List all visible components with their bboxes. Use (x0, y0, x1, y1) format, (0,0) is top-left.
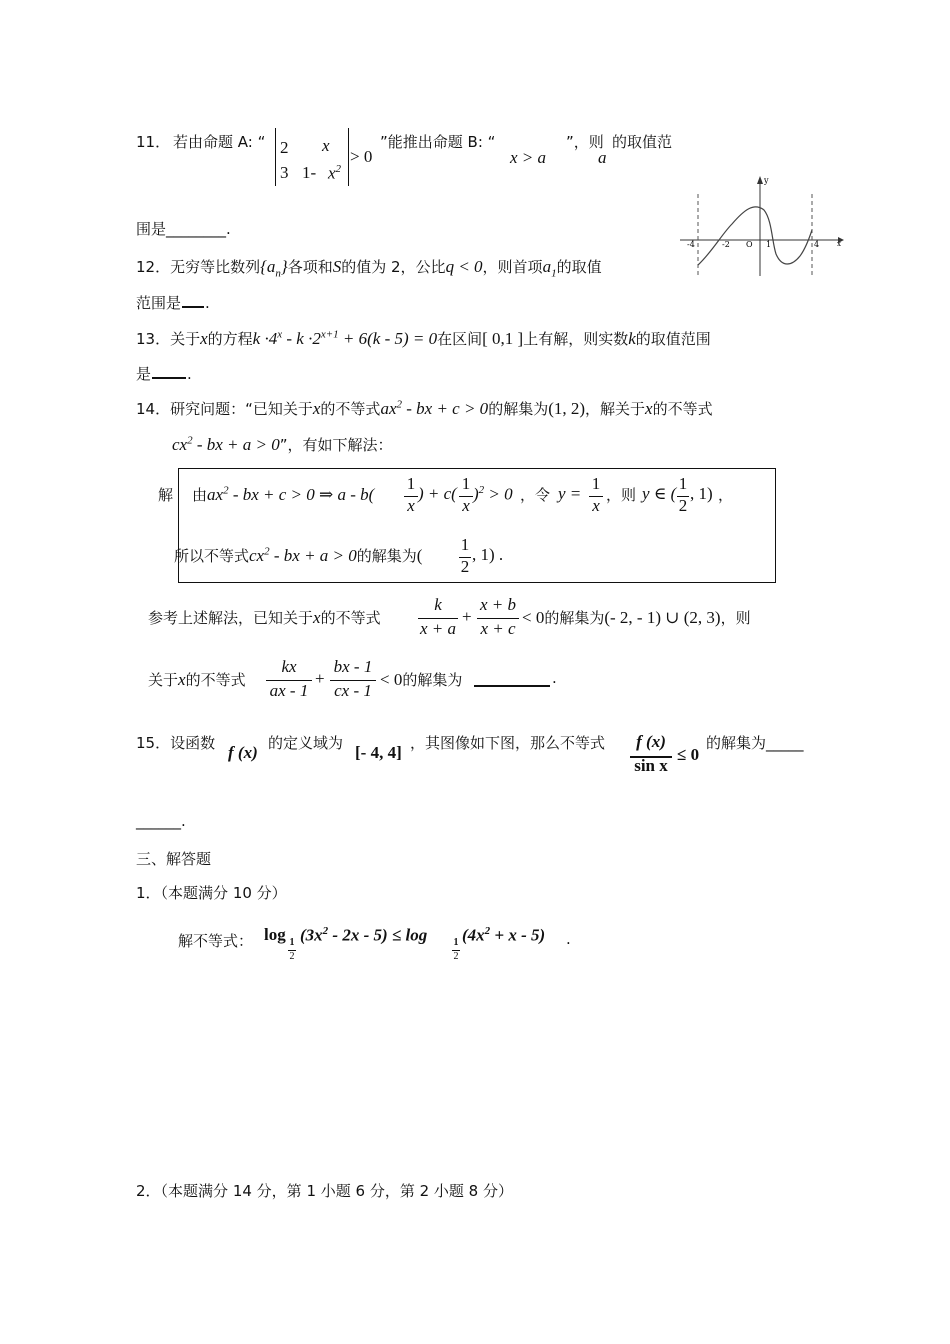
q14-ref-frac-1 (418, 595, 458, 639)
ref-frac-2-num: x + b (479, 595, 517, 614)
q12-text-6: 范围是 (136, 294, 182, 312)
q11-determinant (275, 128, 349, 186)
solve-frac-2-line (330, 680, 376, 681)
q11-text-1: 若由命题 A: “ (173, 133, 266, 151)
tick-neg2: -2 (722, 240, 730, 249)
tick-origin: O (746, 240, 753, 249)
q15-frac (630, 732, 672, 776)
q14-ref-text-1: 参考上述解法，已知关于x的不等式 (148, 608, 381, 627)
q14-solve-tail: < 0的解集为 (380, 670, 463, 689)
x-axis-label: x (837, 240, 841, 248)
box-y-range: y ∈ ( (642, 484, 677, 503)
q13-text-2: 的方程 (207, 330, 253, 348)
ref-frac-2-den: x + c (480, 619, 516, 638)
box-frac-2-line (459, 496, 473, 497)
box-half-num: 1 (678, 474, 688, 493)
q15-text-3: ，其图像如下图，那么不等式 (410, 734, 606, 752)
box-frac-1-num: 1 (406, 474, 416, 493)
q13-k: k (628, 329, 636, 348)
box-expr-3: )$^2$ > 0 (473, 484, 513, 504)
q15-text-2: 的定义域为 (268, 734, 344, 752)
box-frac-3-line (589, 496, 603, 497)
box-range-end: , 1) (690, 484, 713, 503)
box-set-open: ( (416, 546, 423, 565)
problem-2-header: 2．（本题满分 14 分，第 1 小题 6 分，第 2 小题 8 分） (136, 1182, 513, 1200)
q12-ratio: q < 0 (445, 257, 483, 276)
box-frac-1-line (404, 496, 418, 497)
q12-sequence: $\{a_n\}$ (260, 257, 288, 280)
q15-frac-line (630, 756, 672, 758)
p1-end: . (566, 930, 571, 948)
q14-text-3: 的解集为 (488, 400, 549, 418)
box-text-2: ，令 (520, 486, 551, 504)
q15-frac-num: f (x) (636, 732, 666, 751)
box-half2-num: 1 (460, 535, 470, 554)
box-frac-1-den: x (407, 496, 415, 515)
box-text-1: 由 (192, 486, 208, 504)
det-b: x (322, 136, 330, 155)
q14-set-1: (1, 2) (548, 399, 586, 418)
q12-blank (182, 306, 204, 308)
q14-ref-plus: + (462, 607, 472, 626)
function-graph (676, 172, 846, 282)
box-expr-1: $ax^2$ - bx + c > 0 ⇒ a - b( (207, 484, 375, 504)
q13-interval: [ 0,1 ] (482, 329, 524, 348)
q14-solve-frac-2 (330, 657, 376, 701)
q11-number: 11． (136, 133, 171, 151)
box-frac-half (677, 474, 689, 516)
q11-var-a: a (598, 148, 607, 167)
q14-solve-frac-1 (266, 657, 312, 701)
q14-text-6: ”，有如下解法： (279, 436, 393, 454)
q13-equation: $k \cdot 4^x - k \cdot 2^{x+1} + 6(k - 5) = 0$ (252, 328, 438, 348)
box-frac-3 (589, 474, 603, 516)
q14-text-5: 的不等式 (652, 400, 713, 418)
q13-text-7: . (187, 365, 192, 383)
tick-neg4: -4 (687, 240, 695, 249)
p1-base1-line (288, 950, 296, 951)
q13-text-5: 的取值范围 (635, 330, 711, 348)
q12-text-2: 各项和 (287, 258, 333, 276)
q12-a1: $a_1$ (542, 257, 557, 280)
q13-number: 13． (136, 330, 171, 348)
q14-answer-blank (474, 685, 550, 687)
q14-x-1: x (312, 399, 321, 418)
p1-arg-1: $(3x^2 - 2x - 5) \le \log$ (300, 925, 428, 945)
box-text-3: ，则 (606, 486, 637, 504)
q14-text-1: 研究问题：“已知关于 (170, 400, 313, 418)
q14-text-2: 的不等式 (320, 400, 381, 418)
problem-1-text: 解不等式： (178, 932, 254, 950)
q12-text-7: . (205, 294, 210, 312)
box-frac-3-num: 1 (591, 474, 601, 493)
p1-log-1: log (264, 925, 286, 944)
box-expr-2: ) + c( (418, 484, 457, 503)
p1-arg-2: $(4x^2 + x - 5)$ (462, 925, 546, 945)
q11-text-5: 围是________. (136, 220, 231, 238)
box-text-5: 的解集为 (356, 547, 417, 565)
box-frac-half-line (677, 496, 689, 497)
p1-base2-num: 1 (453, 937, 459, 948)
q14-x-2: x (645, 399, 653, 418)
function-curve (698, 207, 812, 265)
box-frac-3-den: x (592, 496, 600, 515)
box-y-def: y = (558, 484, 582, 503)
q13-line-2 (136, 363, 192, 384)
box-frac-2 (459, 474, 473, 516)
problem-1-header: 1．（本题满分 10 分） (136, 884, 287, 902)
q14-ineq-1: $ax^2$ - bx + c > 0 (380, 398, 489, 418)
q12-text-3: 的值为 2，公比 (341, 258, 446, 276)
q14-ref-tail: < 0的解集为(- 2, - 1) ∪ (2, 3)，则 (522, 608, 751, 627)
det-a: 2 (280, 138, 289, 157)
q15-text-4: 的解集为_____ (706, 734, 804, 752)
q11-condition: x > a (510, 148, 547, 167)
q12-S: S (332, 257, 342, 276)
ref-frac-1-num: k (434, 595, 442, 614)
q13-blank (152, 377, 186, 379)
p1-base2-line (452, 950, 460, 951)
q11-text-4: 的取值范 (612, 133, 673, 151)
q13-text-4: 上有解，则实数 (523, 330, 629, 348)
box-half2-den: 2 (460, 557, 470, 576)
box-frac-1 (404, 474, 418, 516)
q14-line-1 (136, 398, 713, 419)
y-axis-arrow (757, 176, 763, 184)
q14-solve-text-1: 关于x的不等式 (148, 670, 246, 689)
q12-line-1 (136, 256, 602, 279)
q13-line-1 (136, 328, 711, 349)
box-comma: ， (718, 486, 734, 504)
q15-fx: f (x) (228, 743, 258, 762)
q13-text-1: 关于 (170, 330, 201, 348)
q12-line-2 (136, 292, 210, 313)
q11-text-3: ”，则 (566, 133, 604, 151)
solve-frac-2-den: cx - 1 (334, 681, 372, 700)
q14-line-2 (172, 434, 393, 455)
q13-text-6: 是 (136, 365, 152, 383)
box-frac-2-den: x (462, 496, 470, 515)
q15-text-1: 15．设函数 (136, 734, 216, 752)
q11-gt-zero: > 0 (350, 147, 373, 166)
det-e: $x^2$ (328, 163, 342, 183)
box-line-1 (192, 484, 374, 505)
p1-base1-den: 2 (289, 951, 295, 962)
det-c: 3 (280, 163, 289, 182)
q12-text-5: 的取值 (556, 258, 602, 276)
q14-number: 14． (136, 400, 171, 418)
box-line-2 (174, 545, 422, 566)
box-half-den: 2 (678, 496, 688, 515)
q12-text-4: ，则首项 (482, 258, 543, 276)
tick-4: 4 (814, 240, 820, 249)
q15-le0: ≤ 0 (677, 745, 700, 764)
tick-1: 1 (766, 240, 772, 249)
q14-solve-plus: + (315, 669, 325, 688)
det-d: 1- (302, 163, 317, 182)
q12-text-1: 无穷等比数列 (170, 258, 261, 276)
box-expr-5: $cx^2$ - bx + a > 0 (249, 545, 357, 565)
q14-ref-frac-2 (477, 595, 519, 639)
solve-frac-1-line (266, 680, 312, 681)
ref-frac-1-den: x + a (419, 619, 457, 638)
q15-text-5: ______. (136, 812, 186, 830)
ref-frac-2-line (477, 618, 519, 619)
q14-solve-end: . (552, 669, 557, 687)
q11-text-2: ”能推出命题 B: “ (380, 133, 496, 151)
solve-frac-1-num: kx (281, 657, 297, 676)
box-frac-2-num: 1 (461, 474, 471, 493)
q13-x: x (200, 329, 208, 348)
q12-number: 12． (136, 258, 171, 276)
solve-frac-2-num: bx - 1 (333, 657, 373, 676)
box-frac-half-2 (459, 535, 471, 577)
p1-base1-num: 1 (289, 937, 295, 948)
q14-ineq-2: $cx^2$ - bx + a > 0 (172, 434, 280, 454)
box-frac-half-2-line (459, 557, 471, 558)
box-jie: 解 (158, 486, 174, 504)
box-text-4: 所以不等式 (174, 547, 250, 565)
y-axis-label: y (764, 176, 769, 185)
p1-base2-den: 2 (453, 951, 459, 962)
q13-text-3: 在区间 (437, 330, 483, 348)
q14-text-4: ，解关于 (585, 400, 646, 418)
solve-frac-1-den: ax - 1 (269, 681, 309, 700)
ref-frac-1-line (418, 618, 458, 619)
q15-domain: [- 4, 4] (355, 743, 402, 762)
box-set-end: , 1) . (472, 545, 504, 564)
section-3-title: 三、解答题 (136, 850, 212, 868)
q15-frac-den: sin x (634, 756, 668, 775)
